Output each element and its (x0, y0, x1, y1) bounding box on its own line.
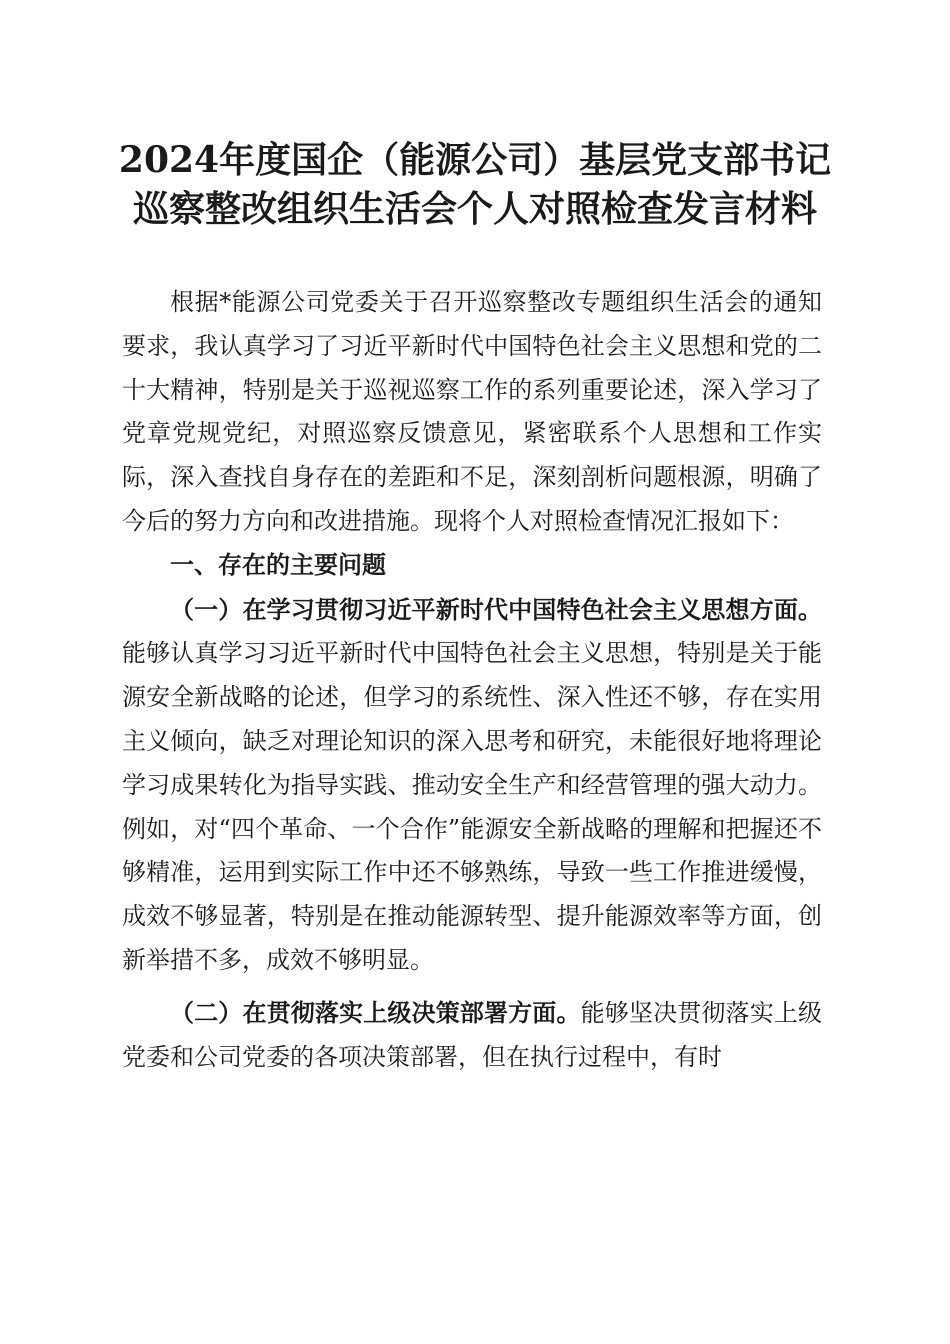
document-title-line-2: 巡察整改组织生活会个人对照检查发言材料 (132, 188, 817, 230)
item-2-body: 能够坚决贯彻落实上级党委和公司党委的各项决策部署，但在执行过程中，有时 (122, 998, 823, 1071)
section-heading-problems: 一、存在的主要问题 (170, 550, 386, 579)
paragraph-gap (122, 983, 822, 991)
intro-paragraph: 根据*能源公司党委关于召开巡察整改专题组织生活会的通知要求，我认真学习了习近平新时代中国特色社会主义思想和党的二十大精神，特别是关于巡视巡察工作的系列重要论述，深入学习了党章党规党纪，对照巡察反馈意见，紧密联系个人思想和工作实际，深入查找自身存在的差距和不足，深刻剖析问题根源，明确了今后的努力方向和改进措施。现将个人对照检查情况汇报如下： (122, 288, 822, 535)
item-2-heading: （二）在贯彻落实上级决策部署方面。 (170, 997, 581, 1027)
item-1-paragraph (122, 588, 822, 983)
item-2-paragraph (122, 991, 822, 1080)
item-1-heading: （一）在学习贯彻习近平新时代中国特色社会主义思想方面。 (170, 594, 822, 624)
document-body (122, 281, 822, 1079)
item-1-body: 能够认真学习习近平新时代中国特色社会主义思想，特别是关于能源安全新战略的论述，但学习的系统性、深入性还不够，存在实用主义倾向，缺乏对理论知识的深入思考和研究，未能很好地将理论学习成果转化为指导实践、推动安全生产和经营管理的强大动力。例如，对“四个革命、一个合作”能源安全新战略的理解和把握还不够精准，运用到实际工作中还不够熟练，导致一些工作推进缓慢，成效不够显著，特别是在推动能源转型、提升能源效率等方面，创新举措不多，成效不够明显。 (122, 639, 822, 974)
document-title-line-1: 2024年度国企（能源公司）基层党支部书记 (118, 139, 832, 181)
